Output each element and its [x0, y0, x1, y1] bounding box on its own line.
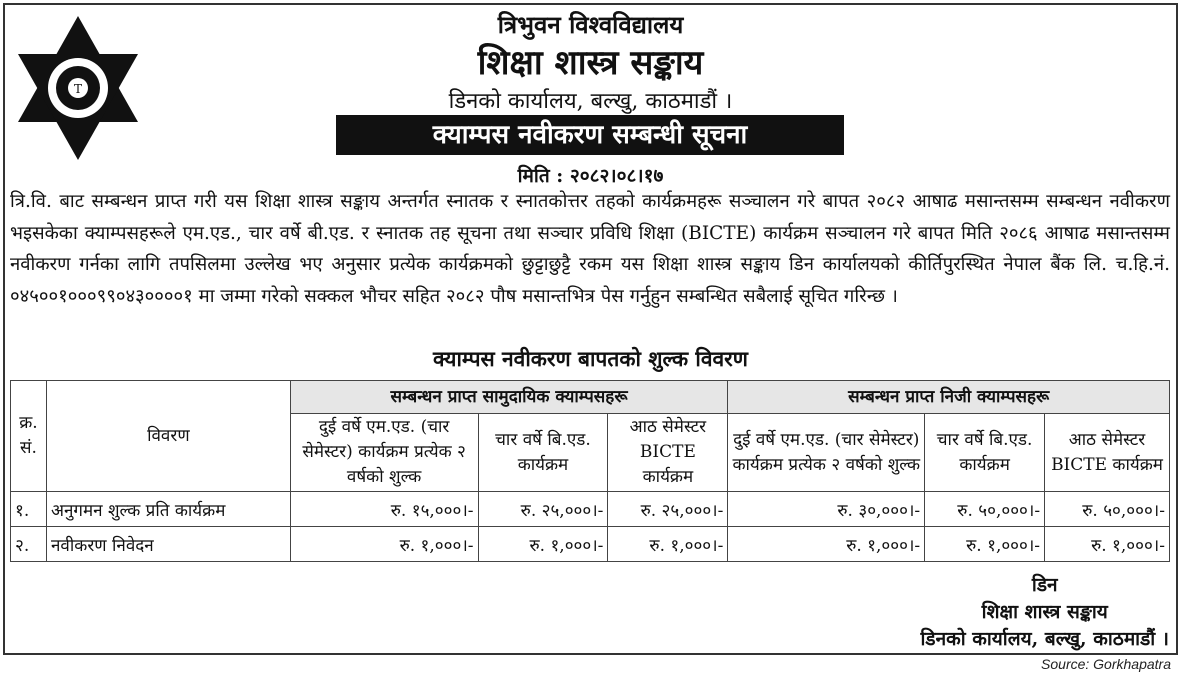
community-group-header: सम्बन्धन प्राप्त सामुदायिक क्याम्पसहरू	[290, 381, 728, 414]
sn-header: क्र. सं.	[11, 381, 47, 492]
col-header: आठ सेमेस्टर BICTE कार्यक्रम	[608, 414, 728, 492]
col-header: चार वर्षे बि.एड. कार्यक्रम	[925, 414, 1045, 492]
fee-cell: रु. १,०००।-	[1045, 527, 1170, 562]
sn-cell: २.	[11, 527, 47, 562]
col-header: दुई वर्षे एम.एड. (चार सेमेस्टर) कार्यक्रम प्रत्येक २ वर्षको शुल्क	[290, 414, 478, 492]
sn-cell: १.	[11, 492, 47, 527]
fee-cell: रु. ५०,०००।-	[1045, 492, 1170, 527]
desc-cell: अनुगमन शुल्क प्रति कार्यक्रम	[46, 492, 290, 527]
private-group-header: सम्बन्धन प्राप्त निजी क्याम्पसहरू	[728, 381, 1170, 414]
fee-cell: रु. १,०००।-	[290, 527, 478, 562]
desc-header: विवरण	[46, 381, 290, 492]
col-header: दुई वर्षे एम.एड. (चार सेमेस्टर) कार्यक्रम प्रत्येक २ वर्षको शुल्क	[728, 414, 925, 492]
svg-text:T: T	[73, 82, 83, 96]
fee-table-title: क्याम्पस नवीकरण बापतको शुल्क विवरण	[433, 346, 748, 371]
signature-office: डिनको कार्यालय, बल्खु, काठमाडौं ।	[920, 628, 1169, 650]
notice-date: मिति : २०८२।०८।१७	[517, 165, 664, 187]
notice-title: क्याम्पस नवीकरण सम्बन्धी सूचना	[336, 115, 844, 155]
fee-cell: रु. १,०००।-	[478, 527, 608, 562]
fee-cell: रु. १,०००।-	[608, 527, 728, 562]
notice-body: त्रि.वि. बाट सम्बन्धन प्राप्त गरी यस शिक्षा शास्त्र सङ्काय अन्तर्गत स्नातक र स्नातकोत्तर तहको कार्यक्रमहरू सञ्चालन गरे बापत २०८२ आषाढ मसान्तसम्म सम्बन्धन नवीकरण भइसकेका क्याम्पसहरूले एम.एड., चार वर्षे बी.एड. र स्नातक तह सूचना तथा सञ्चार प्रविधि शिक्षा (BICTE) कार्यक्रम सञ्चालन गरे बापत मिति २०८६ आषाढ मसान्तसम्म नवीकरण गर्नका लागि तपसिलमा उल्लेख भए अनुसार प्रत्येक कार्यक्रमको छुट्टाछुट्टै रकम यस शिक्षा शास्त्र सङ्काय डिन कार्यालयको कीर्तिपुरस्थित नेपाल बैंक लि. च.हि.नं. ०४५००१०००९९०४३००००१ मा जम्मा गरेको सक्कल भौचर सहित २०८२ पौष मसान्तभित्र पेस गर्नुहुन सम्बन्धित सबैलाई सूचित गरिन्छ ।	[10, 191, 1170, 307]
fee-cell: रु. १,०००।-	[728, 527, 925, 562]
signature-faculty: शिक्षा शास्त्र सङ्काय	[981, 601, 1108, 623]
fee-cell: रु. ३०,०००।-	[728, 492, 925, 527]
col-header: आठ सेमेस्टर BICTE कार्यक्रम	[1045, 414, 1170, 492]
fee-cell: रु. १,०००।-	[925, 527, 1045, 562]
fee-cell: रु. २५,०००।-	[608, 492, 728, 527]
source-credit: Source: Gorkhapatra	[1041, 656, 1171, 672]
fee-cell: रु. ५०,०००।-	[925, 492, 1045, 527]
fee-table	[10, 380, 1170, 562]
faculty-name: शिक्षा शास्त्र सङ्काय	[477, 43, 704, 83]
col-header: चार वर्षे बि.एड. कार्यक्रम	[478, 414, 608, 492]
fee-cell: रु. १५,०००।-	[290, 492, 478, 527]
table-row	[11, 492, 1170, 527]
university-name: त्रिभुवन विश्वविद्यालय	[497, 10, 684, 39]
desc-cell: नवीकरण निवेदन	[46, 527, 290, 562]
office-address: डिनको कार्यालय, बल्खु, काठमाडौं ।	[448, 89, 733, 114]
table-row	[11, 527, 1170, 562]
signature-title: डिन	[1031, 574, 1058, 596]
fee-cell: रु. २५,०००।-	[478, 492, 608, 527]
signature-block	[921, 572, 1170, 653]
